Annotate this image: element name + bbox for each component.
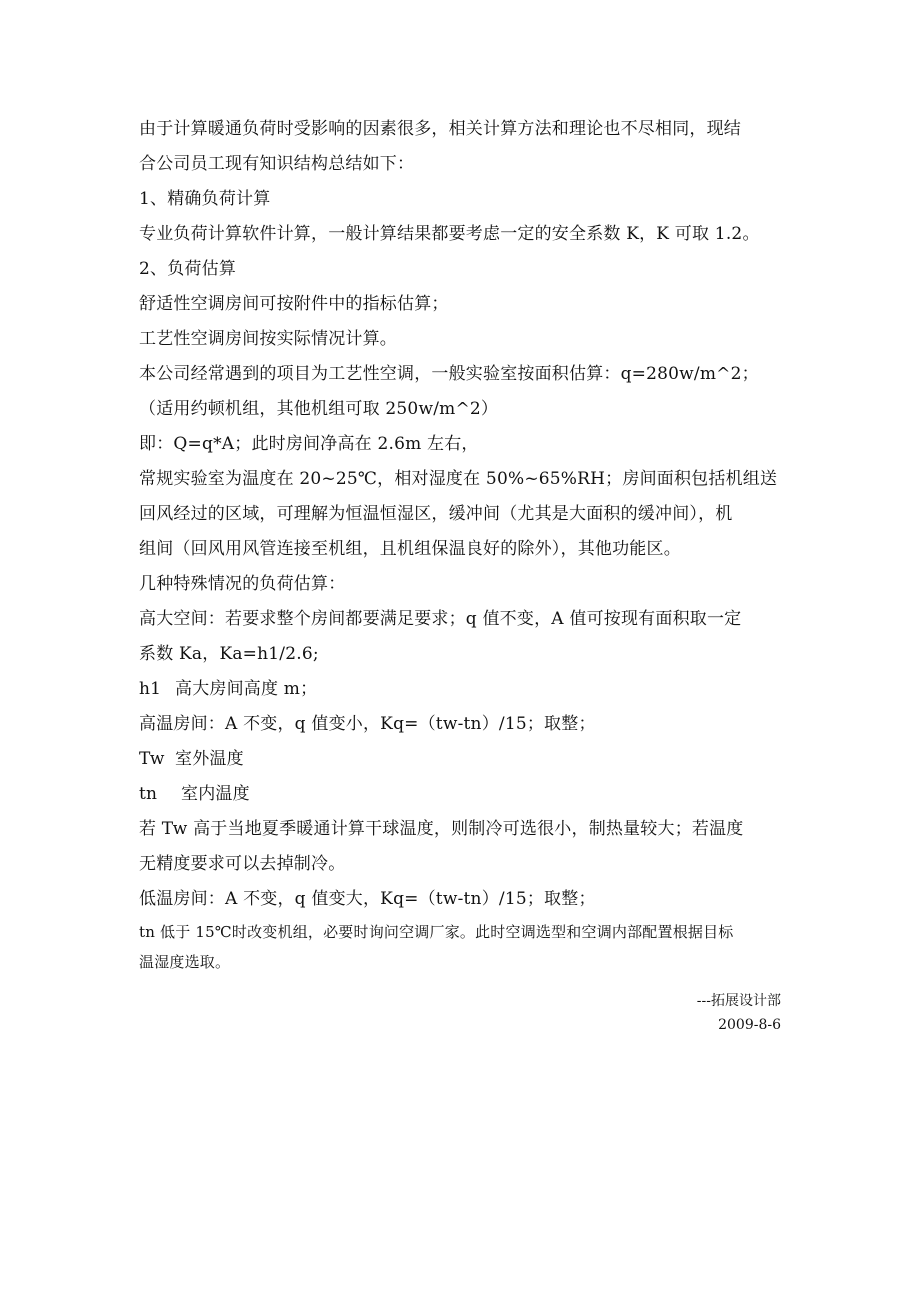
text-line: tn 低于 15℃时改变机组，必要时询问空调厂家。此时空调选型和空调内部配置根据目标	[139, 923, 734, 941]
text-line: 若 Tw 高于当地夏季暖通计算干球温度，则制冷可选很小，制热量较大；若温度	[139, 819, 744, 839]
text-line: 温湿度选取。	[139, 953, 231, 971]
text-line: 几种特殊情况的负荷估算：	[139, 574, 346, 594]
text-line: 即：Q=q*A；此时房间净高在 2.6m 左右，	[139, 434, 479, 454]
section-heading: 1、精确负荷计算	[139, 189, 271, 209]
text-line: 合公司员工现有知识结构总结如下：	[139, 154, 415, 174]
definition-tn	[139, 777, 781, 812]
definition-tw	[139, 742, 781, 777]
text-line: 本公司经常遇到的项目为工艺性空调，一般实验室按面积估算：q=280w/m^2；	[139, 364, 759, 384]
text-line: 高温房间：A 不变，q 值变小，Kq=（tw-tn）/15；取整；	[139, 714, 596, 734]
text-line: 工艺性空调房间按实际情况计算。	[139, 329, 397, 349]
signature-department: ---拓展设计部	[696, 993, 781, 1009]
definition-h1	[139, 672, 781, 707]
document-body	[139, 112, 781, 1037]
section-heading: 2、负荷估算	[139, 259, 237, 279]
definition-term: h1	[139, 679, 162, 699]
text-line: 低温房间：A 不变，q 值变大，Kq=（tw-tn）/15；取整；	[139, 889, 596, 909]
text-line: 常规实验室为温度在 20~25℃，相对湿度在 50%~65%RH；房间面积包括机组送	[139, 469, 778, 489]
text-line: 系数 Ka，Ka=h1/2.6;	[139, 644, 319, 664]
definition-term: Tw	[139, 749, 165, 769]
definition-desc: 室内温度	[181, 784, 250, 804]
text-line: 无精度要求可以去掉制冷。	[139, 854, 346, 874]
text-line: 由于计算暖通负荷时受影响的因素很多，相关计算方法和理论也不尽相同，现结	[139, 119, 741, 139]
definition-term: tn	[139, 784, 158, 804]
definition-desc: 室外温度	[175, 749, 244, 769]
text-line: （适用约顿机组，其他机组可取 250w/m^2）	[139, 399, 499, 419]
definition-desc: 高大房间高度 m；	[175, 679, 318, 699]
text-line: 高大空间：若要求整个房间都要满足要求；q 值不变，A 值可按现有面积取一定	[139, 609, 742, 629]
text-line: 回风经过的区域，可理解为恒温恒湿区，缓冲间（尤其是大面积的缓冲间），机	[139, 504, 733, 524]
text-line: 组间（回风用风管连接至机组，且机组保温良好的除外），其他功能区。	[139, 539, 681, 559]
signature-date: 2009-8-6	[718, 1017, 781, 1033]
signature-block	[139, 989, 781, 1037]
text-line: 舒适性空调房间可按附件中的指标估算；	[139, 294, 449, 314]
text-line: 专业负荷计算软件计算，一般计算结果都要考虑一定的安全系数 K，K 可取 1.2。	[139, 224, 760, 244]
